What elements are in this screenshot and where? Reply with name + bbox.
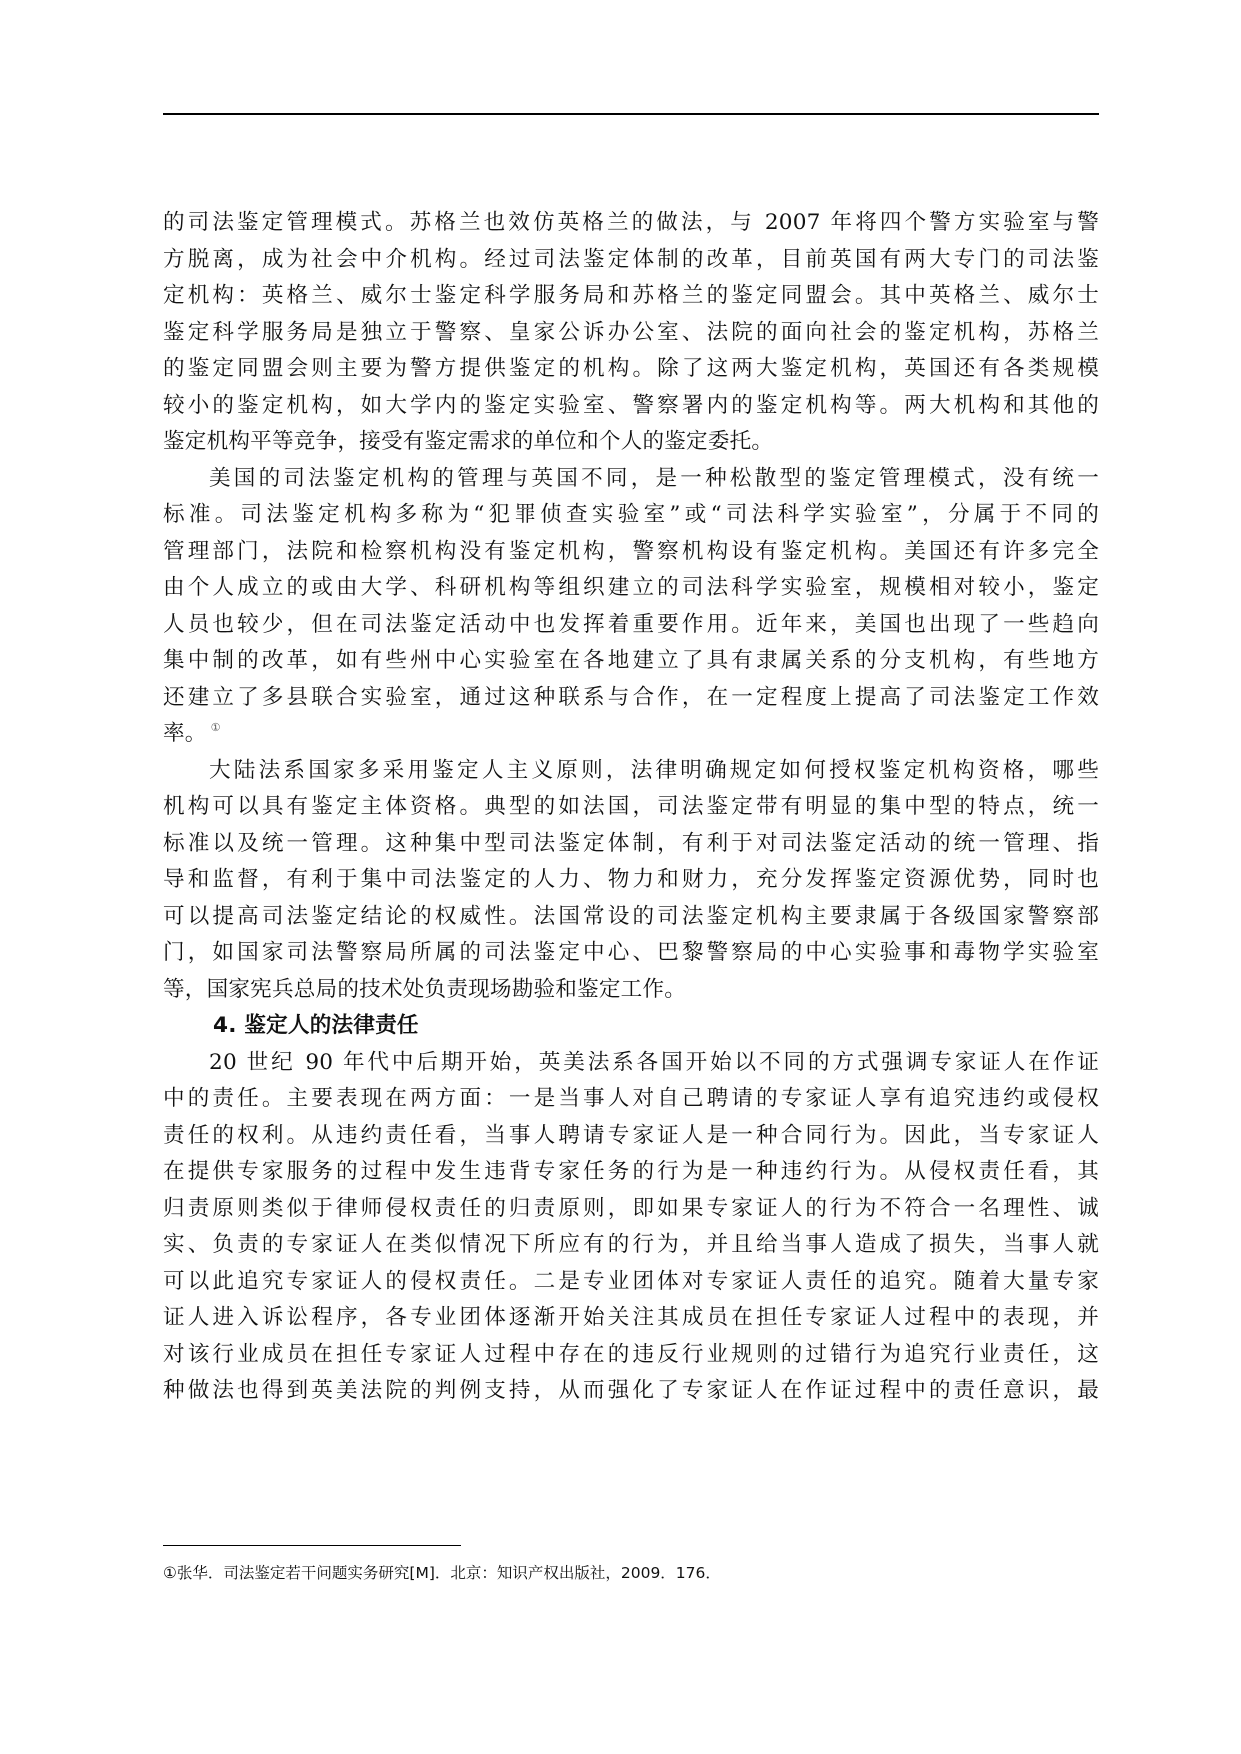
text-line: 20 世纪 90 年代中后期开始，英美法系各国开始以不同的方式强调专家证人在作证 — [209, 1049, 1099, 1075]
text-line-content: 率。 — [163, 721, 207, 746]
text-line: 鉴定机构平等竞争，接受有鉴定需求的单位和个人的鉴定委托。 — [163, 429, 774, 454]
footnote: ①张华．司法鉴定若干问题实务研究[M]．北京：知识产权出版社，2009．176． — [163, 1564, 721, 1582]
body-text — [163, 205, 1099, 1410]
text-line: 可以提高司法鉴定结论的权威性。法国常设的司法鉴定机构主要隶属于各级国家警察部 — [163, 903, 1099, 929]
text-line: 管理部门，法院和检察机构没有鉴定机构，警察机构设有鉴定机构。美国还有许多完全 — [163, 538, 1099, 564]
text-line — [163, 716, 1099, 753]
text-line: 责任的权利。从违约责任看，当事人聘请专家证人是一种合同行为。因此，当专家证人 — [163, 1122, 1099, 1148]
text-line: 可以此追究专家证人的侵权责任。二是专业团体对专家证人责任的追究。随着大量专家 — [163, 1268, 1099, 1294]
text-line: 人员也较少，但在司法鉴定活动中也发挥着重要作用。近年来，美国也出现了一些趋向 — [163, 611, 1099, 637]
text-line: 等，国家宪兵总局的技术处负责现场勘验和鉴定工作。 — [163, 976, 687, 1002]
paragraph-uk-model — [163, 205, 1099, 461]
footnote-reference-mark[interactable]: ① — [210, 721, 221, 734]
header-rule — [163, 113, 1099, 115]
text-line: 较小的鉴定机构，如大学内的鉴定实验室、警察署内的鉴定机构等。两大机构和其他的 — [163, 392, 1099, 418]
text-line: 门，如国家司法警察局所属的司法鉴定中心、巴黎警察局的中心实验事和毒物学实验室 — [163, 940, 1099, 965]
footnote-rule — [163, 1545, 461, 1546]
text-line: 方脱离，成为社会中介机构。经过司法鉴定体制的改革，目前英国有两大专门的司法鉴 — [163, 246, 1099, 272]
text-line: 实、负责的专家证人在类似情况下所应有的行为，并且给当事人造成了损失，当事人就 — [163, 1232, 1099, 1257]
text-line: 美国的司法鉴定机构的管理与英国不同，是一种松散型的鉴定管理模式，没有统一 — [209, 465, 1099, 491]
paragraph-us-model — [163, 461, 1099, 753]
text-line: 由个人成立的或由大学、科研机构等组织建立的司法科学实验室，规模相对较小，鉴定 — [163, 575, 1099, 600]
text-line: 还建立了多县联合实验室，通过这种联系与合作，在一定程度上提高了司法鉴定工作效 — [163, 684, 1099, 710]
text-line: 鉴定科学服务局是独立于警察、皇家公诉办公室、法院的面向社会的鉴定机构，苏格兰 — [163, 319, 1099, 345]
text-line: 集中制的改革，如有些州中心实验室在各地建立了具有隶属关系的分支机构，有些地方 — [163, 648, 1099, 673]
paragraph-expert-liability — [163, 1045, 1099, 1410]
text-line: 定机构：英格兰、威尔士鉴定科学服务局和苏格兰的鉴定同盟会。其中英格兰、威尔士 — [163, 283, 1099, 308]
text-line: 标准。司法鉴定机构多称为“犯罪侦查实验室”或“司法科学实验室”，分属于不同的 — [163, 502, 1099, 527]
text-line: 导和监督，有利于集中司法鉴定的人力、物力和财力，充分发挥鉴定资源优势，同时也 — [163, 867, 1099, 892]
text-line: 大陆法系国家多采用鉴定人主义原则，法律明确规定如何授权鉴定机构资格，哪些 — [209, 757, 1099, 783]
text-line: 中的责任。主要表现在两方面：一是当事人对自己聘请的专家证人享有追究违约或侵权 — [163, 1086, 1099, 1111]
text-line: 的鉴定同盟会则主要为警方提供鉴定的机构。除了这两大鉴定机构，英国还有各类规模 — [163, 356, 1099, 381]
text-line: 种做法也得到英美法院的判例支持，从而强化了专家证人在作证过程中的责任意识，最 — [163, 1378, 1099, 1403]
section-heading: 4. 鉴定人的法律责任 — [213, 1013, 419, 1038]
text-line: 标准以及统一管理。这种集中型司法鉴定体制，有利于对司法鉴定活动的统一管理、指 — [163, 830, 1099, 856]
text-line: 对该行业成员在担任专家证人过程中存在的违反行业规则的过错行为追究行业责任，这 — [163, 1341, 1099, 1367]
text-line: 归责原则类似于律师侵权责任的归责原则，即如果专家证人的行为不符合一名理性、诚 — [163, 1195, 1099, 1221]
paragraph-continental-model — [163, 753, 1099, 1009]
text-line: 的司法鉴定管理模式。苏格兰也效仿英格兰的做法，与 2007 年将四个警方实验室与警 — [163, 210, 1099, 235]
text-line: 在提供专家服务的过程中发生违背专家任务的行为是一种违约行为。从侵权责任看，其 — [163, 1159, 1099, 1184]
text-line: 机构可以具有鉴定主体资格。典型的如法国，司法鉴定带有明显的集中型的特点，统一 — [163, 794, 1099, 819]
text-line: 证人进入诉讼程序，各专业团体逐渐开始关注其成员在担任专家证人过程中的表现，并 — [163, 1305, 1099, 1330]
